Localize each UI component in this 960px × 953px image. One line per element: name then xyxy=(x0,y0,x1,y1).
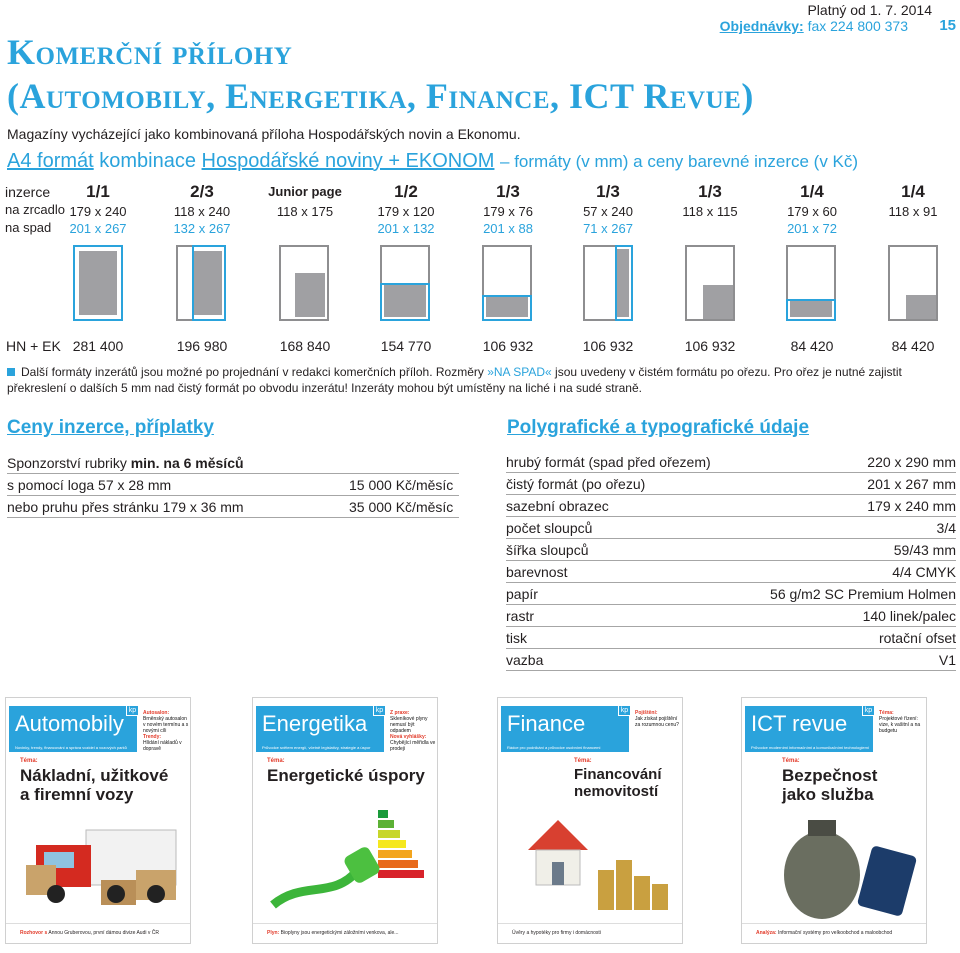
format-col-6 xyxy=(568,182,648,236)
format-thumb-8 xyxy=(786,245,836,321)
pricing-list xyxy=(7,452,459,518)
kp-logo: kp xyxy=(373,706,385,716)
cover-side: Téma: Projektové řízení: vize, k vašitní a na budgetu xyxy=(879,710,921,734)
cover-headline: Nákladní, užitkové a firemní vozy xyxy=(20,766,169,804)
bullet-square-icon xyxy=(7,368,15,376)
note-line-1b: »NA SPAD« xyxy=(487,365,552,379)
format-bleed: 201 x 132 xyxy=(377,221,435,236)
format-fraction: 1/2 xyxy=(394,182,418,201)
poly-row xyxy=(506,627,956,649)
note-line-1a: Další formáty inzerátů jsou možné po projednání v redakci komerčních příloh. Rozměry xyxy=(21,365,484,379)
poly-heading: Polygrafické a typografické údaje xyxy=(507,417,810,438)
format-mirror: 57 x 240 xyxy=(583,204,633,219)
cover-side: Z praxe: Skleníkové plyny nemusí být odpadem Nová vyhlášky: Chybějící měřidla ve prodeji xyxy=(390,710,436,752)
pricing-row-value: 15 000 Kč/měsíc xyxy=(349,477,454,493)
format-thumb-2 xyxy=(176,245,226,321)
cover-topic-label: Téma: xyxy=(574,758,592,764)
format-papers: Hospodářské noviny + EKONOM xyxy=(201,150,495,172)
poly-row xyxy=(506,517,956,539)
cover-footer: Úvěry a hypotéky pro firmy i domácnosti xyxy=(498,923,682,943)
order-label: Objednávky: xyxy=(719,18,804,34)
subtitle: Magazíny vycházející jako kombinovaná příloha Hospodářských novin a Ekonomu. xyxy=(7,126,521,142)
format-bleed: 201 x 267 xyxy=(69,221,127,236)
cover-title: ICT revue xyxy=(751,711,848,736)
grenade-phone-illustration xyxy=(752,810,918,920)
format-line xyxy=(7,150,858,173)
poly-row xyxy=(506,539,956,561)
poly-row xyxy=(506,605,956,627)
cover-tagline: Průvodce moderními informačními a komunikačními technologiemi xyxy=(751,745,869,750)
page-title xyxy=(7,30,754,118)
format-bleed: 201 x 72 xyxy=(787,221,837,236)
cover-footer: Analýza: Informační systémy pro velkoobchod a maloobchod xyxy=(742,923,926,943)
pricing-row-value: 35 000 Kč/měsíc xyxy=(349,499,454,515)
format-mirror: 118 x 115 xyxy=(682,204,738,219)
format-fraction: 2/3 xyxy=(190,182,214,201)
format-col-1 xyxy=(58,182,138,236)
note-line-2: překreslení o dalších 5 mm nad čistý formát po obvodu inzerátu! Inzeráty mohou být umístěny na liché i na sudé straně. xyxy=(7,381,642,395)
poly-label: sazební obrazec xyxy=(506,498,609,514)
format-mirror: 118 x 240 xyxy=(173,204,231,219)
kp-logo: kp xyxy=(126,706,138,716)
format-bleed: 201 x 88 xyxy=(483,221,533,236)
cover-topic-label: Téma: xyxy=(20,758,38,764)
poly-value: 56 g/m2 SC Premium Holmen xyxy=(770,586,956,602)
green-plug-illustration xyxy=(263,810,429,920)
price-4: 154 770 xyxy=(380,338,432,354)
format-mirror: 179 x 240 xyxy=(69,204,127,219)
order-value: fax 224 800 373 xyxy=(807,18,908,34)
sponsor-row xyxy=(7,452,459,474)
format-rest: – formáty (v mm) a ceny barevné inzerce (v Kč) xyxy=(500,152,859,171)
cover-footer: Plyn: Bioplyny jsou energetickými záložními venkova, ale... xyxy=(253,923,437,943)
cover-title: Automobily xyxy=(15,711,124,736)
poly-list xyxy=(506,451,956,671)
kp-logo: kp xyxy=(618,706,630,716)
format-combo: kombinace xyxy=(99,150,196,172)
format-fraction: 1/1 xyxy=(86,182,110,201)
cover-headline: Energetické úspory xyxy=(267,766,425,785)
cover-band xyxy=(9,706,137,752)
poly-label: rastr xyxy=(506,608,534,624)
format-fraction: 1/3 xyxy=(698,182,722,201)
poly-label: barevnost xyxy=(506,564,568,580)
format-col-9 xyxy=(873,182,953,219)
format-thumb-5 xyxy=(482,245,532,321)
format-bleed: 132 x 267 xyxy=(173,221,231,236)
format-mirror: 118 x 91 xyxy=(888,204,938,219)
pricing-row-label: nebo pruhu přes stránku 179 x 36 mm xyxy=(7,499,244,515)
sponsor-duration: min. na 6 měsíců xyxy=(130,455,244,471)
format-mirror: 179 x 120 xyxy=(377,204,435,219)
price-3: 168 840 xyxy=(279,338,331,354)
price-6: 106 932 xyxy=(582,338,634,354)
poly-row xyxy=(506,649,956,671)
format-col-7 xyxy=(670,182,750,219)
price-label: HN + EK xyxy=(6,338,61,354)
format-fraction: 1/4 xyxy=(901,182,925,201)
poly-row xyxy=(506,495,956,517)
poly-label: čistý formát (po ořezu) xyxy=(506,476,646,492)
cover-energetika xyxy=(252,697,438,944)
poly-value: 201 x 267 mm xyxy=(867,476,956,492)
cover-automobily xyxy=(5,697,191,944)
cover-ict-revue xyxy=(741,697,927,944)
truck-illustration xyxy=(16,810,182,920)
cover-finance xyxy=(497,697,683,944)
poly-value: 140 linek/palec xyxy=(862,608,956,624)
page-number: 15 xyxy=(939,17,956,34)
poly-label: počet sloupců xyxy=(506,520,593,536)
cover-band xyxy=(745,706,873,752)
cover-tagline: Průvodce světem energií, včetně legislativy, strategie a úspor xyxy=(262,745,371,750)
format-thumb-3 xyxy=(279,245,329,321)
pricing-heading: Ceny inzerce, příplatky xyxy=(7,417,214,438)
poly-value: 179 x 240 mm xyxy=(867,498,956,514)
format-mirror: 118 x 175 xyxy=(276,204,334,219)
cover-band xyxy=(501,706,629,752)
cover-footer: Rozhovor s Annou Gruberovou, první dámou divize Audi v ČR xyxy=(6,923,190,943)
poly-row xyxy=(506,561,956,583)
price-2: 196 980 xyxy=(176,338,228,354)
format-thumb-4 xyxy=(380,245,430,321)
price-1: 281 400 xyxy=(72,338,124,354)
row-label-bleed: na spad xyxy=(5,220,52,235)
format-fraction: 1/4 xyxy=(800,182,824,201)
sponsor-label: Sponzorství rubriky xyxy=(7,455,127,471)
poly-value: 3/4 xyxy=(936,520,956,536)
cover-side: Pojištění: Jak získat pojištění za rozumnou cenu? xyxy=(635,710,679,728)
poly-label: tisk xyxy=(506,630,527,646)
format-fraction: 1/3 xyxy=(496,182,520,201)
poly-value: rotační ofset xyxy=(878,630,956,646)
format-thumb-1 xyxy=(73,245,123,321)
poly-label: hrubý formát (spad před ořezem) xyxy=(506,454,711,470)
poly-row xyxy=(506,583,956,605)
kp-logo: kp xyxy=(862,706,874,716)
price-7: 106 932 xyxy=(684,338,736,354)
house-coins-illustration xyxy=(508,810,674,920)
price-9: 84 420 xyxy=(891,338,935,354)
valid-from: Platný od 1. 7. 2014 xyxy=(807,2,932,18)
format-col-4 xyxy=(366,182,446,236)
row-label-mirror: na zrcadlo xyxy=(5,202,65,217)
poly-value: V1 xyxy=(938,652,956,668)
format-prefix: A4 formát xyxy=(7,150,94,172)
cover-headline: Bezpečnost jako služba xyxy=(782,766,878,804)
format-mirror: 179 x 60 xyxy=(787,204,837,219)
poly-row xyxy=(506,473,956,495)
row-label-inzerce: inzerce xyxy=(5,184,51,200)
note-line-1c: jsou uvedeny v čistém formátu po ořezu. Pro ořez je nutné zajistit xyxy=(555,365,902,379)
format-col-2 xyxy=(162,182,242,236)
pricing-row xyxy=(7,496,459,518)
format-mirror: 179 x 76 xyxy=(483,204,533,219)
poly-value: 59/43 mm xyxy=(893,542,956,558)
poly-row xyxy=(506,451,956,473)
format-bleed: 71 x 267 xyxy=(583,221,633,236)
format-col-3 xyxy=(265,182,345,219)
pricing-row xyxy=(7,474,459,496)
format-notes xyxy=(7,364,952,396)
cover-topic-label: Téma: xyxy=(782,758,800,764)
pricing-row-label: s pomocí loga 57 x 28 mm xyxy=(7,477,172,493)
cover-headline: Financování nemovitostí xyxy=(574,766,662,800)
poly-value: 4/4 CMYK xyxy=(892,564,956,580)
poly-value: 220 x 290 mm xyxy=(867,454,956,470)
format-thumb-9 xyxy=(888,245,938,321)
format-thumb-6 xyxy=(583,245,633,321)
title-line-1: Komerční přílohy xyxy=(7,32,293,72)
format-fraction: Junior page xyxy=(268,184,342,199)
cover-title: Energetika xyxy=(262,711,368,736)
format-fraction: 1/3 xyxy=(596,182,620,201)
title-line-2: (Automobily, Energetika, Finance, ICT Revue) xyxy=(7,76,754,116)
price-5: 106 932 xyxy=(482,338,534,354)
format-col-8 xyxy=(772,182,852,236)
cover-side: Autosalon: Brněnský autosalon v novém termínu a s novými cíli Trendy: Hlídání nákladů v dopravě xyxy=(143,710,189,752)
cover-tagline: Rádce pro podnikání a průvodce osobními financemi xyxy=(507,745,601,750)
poly-label: papír xyxy=(506,586,538,602)
poly-label: šířka sloupců xyxy=(506,542,589,558)
format-col-5 xyxy=(468,182,548,236)
cover-tagline: Novinky, trendy, financování a správa vozidel a vozových parků xyxy=(15,745,127,750)
cover-topic-label: Téma: xyxy=(267,758,285,764)
format-thumb-7 xyxy=(685,245,735,321)
poly-label: vazba xyxy=(506,652,544,668)
price-8: 84 420 xyxy=(790,338,834,354)
cover-band xyxy=(256,706,384,752)
cover-title: Finance xyxy=(507,711,586,736)
